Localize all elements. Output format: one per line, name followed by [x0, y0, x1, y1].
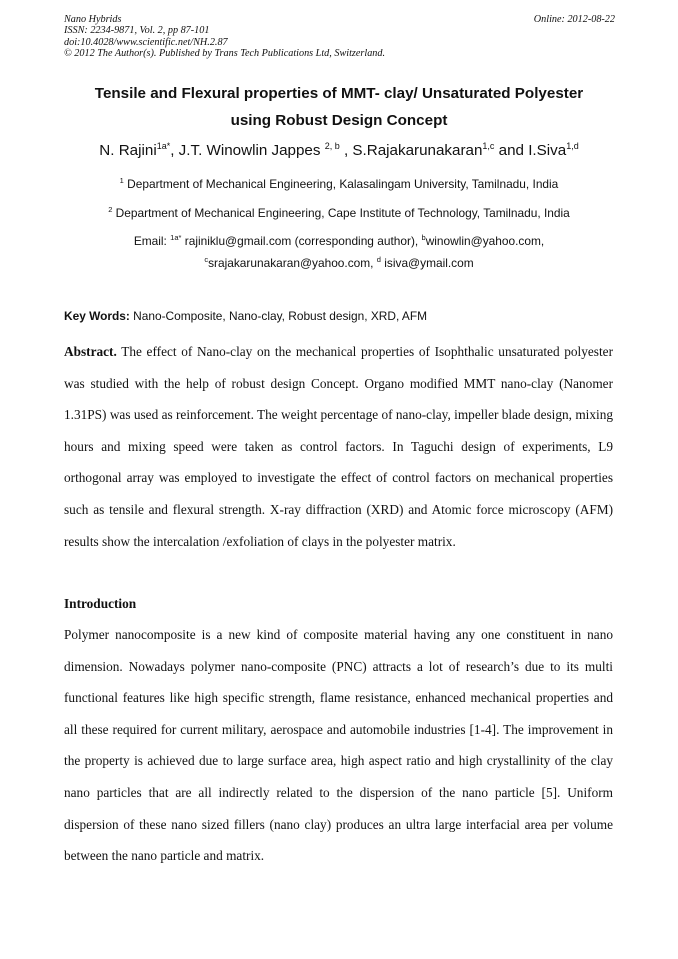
email-line-1 — [20, 234, 658, 248]
author-separator: , — [339, 142, 353, 159]
author-superscript: 2, b — [324, 141, 340, 151]
abstract-text: The effect of Nano-clay on the mechanical properties of Isophthalic unsaturated polyester was studied with the help of robust design Concept. Organo modified MMT nano-clay (Nanomer 1.31PS) was used as reinforcement. The weight percentage of nano-clay, impeller blade design, mixing hours and mixing speed were taken as control factors. In Taguchi design of experiments, L9 orthogonal array was employed to investigate the effect of control factors on mechanical properties such as tensile and flexural strength. X-ray diffraction (XRD) and Atomic force microscopy (AFM) results show the intercalation /exfoliation of clays in the polyester matrix. — [64, 344, 613, 549]
paper-title — [40, 80, 638, 134]
author-separator: and — [494, 142, 529, 159]
affiliation-text: Department of Mechanical Engineering, Cape Institute of Technology, Tamilnadu, India — [112, 206, 570, 220]
email-line-2 — [20, 256, 658, 270]
email-address: isiva@ymail.com — [380, 256, 474, 270]
author-superscript: 1a* — [156, 141, 171, 151]
affiliation-text: Department of Mechanical Engineering, Kalasalingam University, Tamilnadu, India — [123, 177, 559, 191]
author-name: S.Rajakarunakaran — [352, 142, 483, 159]
title-line-1: Tensile and Flexural properties of MMT- clay/ Unsaturated Polyester — [94, 85, 584, 102]
email-superscript: 1a* — [170, 233, 182, 242]
email-address: winowlin@yahoo.com, — [425, 234, 545, 248]
copyright-line: © 2012 The Author(s). Published by Trans Tech Publications Ltd, Switzerland. — [64, 48, 386, 60]
author-name: J.T. Winowlin Jappes — [178, 142, 325, 159]
affiliation-1 — [20, 177, 658, 191]
introduction-heading: Introduction — [64, 596, 137, 611]
journal-name: Nano Hybrids — [64, 14, 122, 25]
abstract-label: Abstract. — [64, 344, 117, 359]
email-address: srajakarunakaran@yahoo.com, — [208, 256, 377, 270]
doi-line: doi:10.4028/www.scientific.net/NH.2.87 — [64, 36, 228, 48]
email-address: rajiniklu@gmail.com (corresponding author), — [181, 234, 422, 248]
keywords — [64, 309, 427, 323]
email-superscript: c — [204, 255, 209, 264]
author-list — [20, 142, 658, 159]
keywords-label: Key Words: — [64, 309, 130, 323]
abstract — [64, 336, 613, 557]
author-separator: , — [170, 142, 179, 159]
keywords-text: Nano-Composite, Nano-clay, Robust design, XRD, AFM — [129, 309, 428, 323]
email-label: Email: — [133, 234, 171, 248]
affiliation-number: 2 — [108, 205, 113, 214]
issn-line: ISSN: 2234-9871, Vol. 2, pp 87-101 — [64, 25, 210, 37]
author-name: I.Siva — [528, 142, 567, 159]
affiliation-number: 1 — [119, 176, 124, 185]
author-name: N. Rajini — [99, 142, 157, 159]
email-superscript: b — [421, 233, 426, 242]
introduction-body: Polymer nanocomposite is a new kind of composite material having any one constituent in nano dimension. Nowadays polymer nano-composite (PNC) attracts a lot of research’s due to its multi functional features like high specific strength, flame resistance, enhanced mechanical properties and all these required for current military, aerospace and automobile industries [1-4]. The improvement in the property is achieved due to large surface area, high aspect ratio and high crystallinity of the clay nano particles that are all indirectly related to the dispersion of the nano particle [5]. Uniform dispersion of these nano sized fillers (nano clay) produces an ultra large interfacial area per volume between the nano particle and matrix. — [64, 627, 613, 864]
author-superscript: 1,c — [482, 141, 495, 151]
affiliation-2 — [20, 206, 658, 220]
title-line-2: using Robust Design Concept — [230, 112, 448, 129]
online-date: Online: 2012-08-22 — [533, 14, 615, 25]
email-superscript: d — [376, 255, 381, 264]
author-superscript: 1,d — [566, 141, 579, 151]
journal-header — [64, 14, 385, 60]
